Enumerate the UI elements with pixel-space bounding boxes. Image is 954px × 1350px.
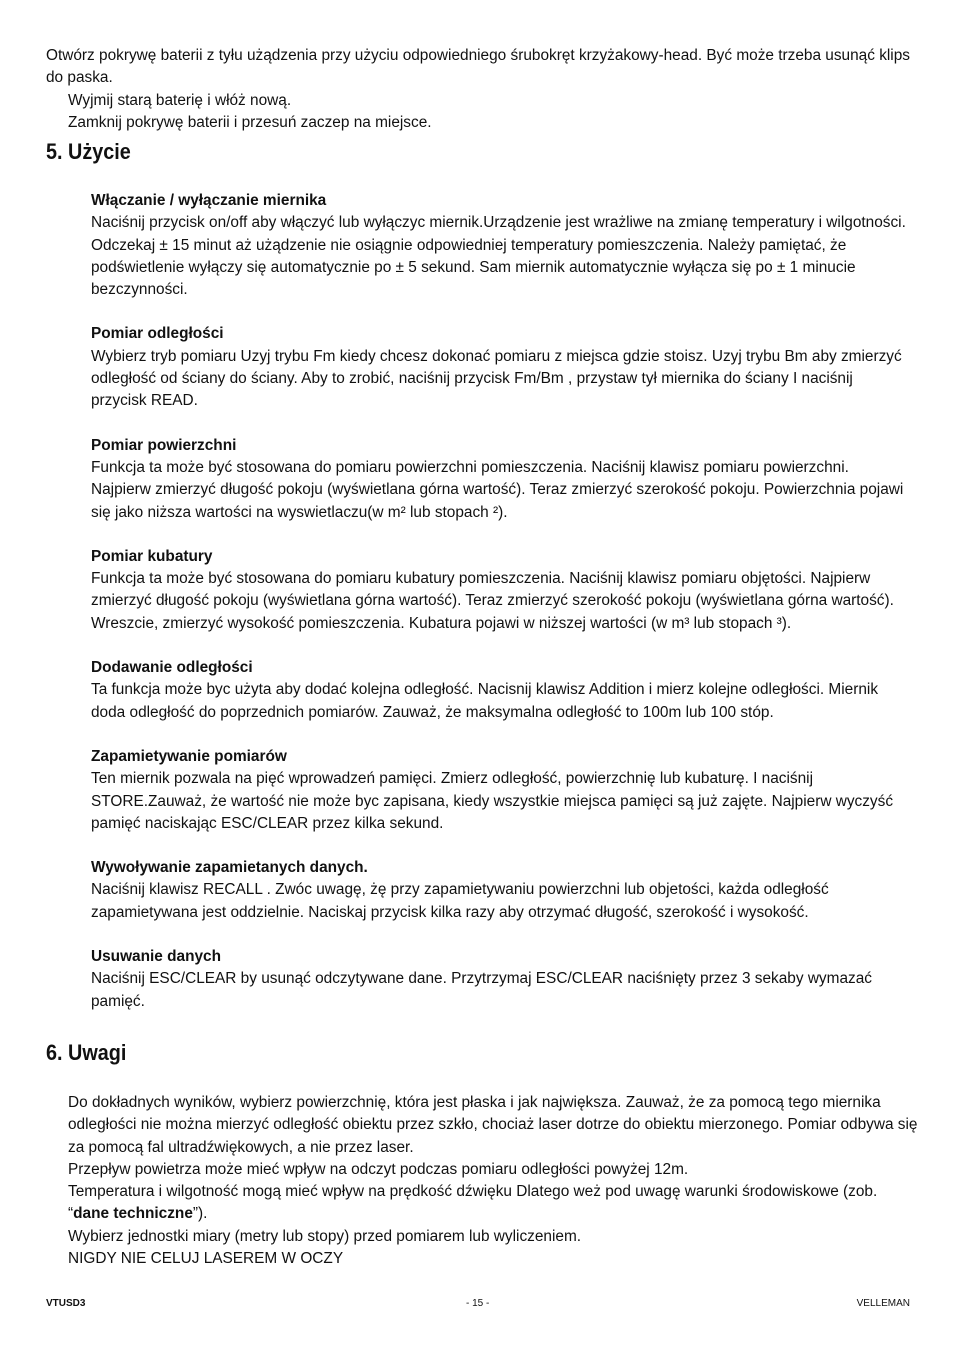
note-temperature — [68, 1181, 918, 1226]
usage-section-recall — [91, 857, 911, 924]
note-surface: Do dokładnych wyników, wybierz powierzchnię, która jest płaska i jak największa. Zauważ, że za pomocą tego miernika odległości nie można mierzyć odległość obiektu przez szkło, chociaż laser dotrze do obiektu mierzonego. Pomiar odbywa się za pomocą fal ultradźwiękowych, a nie przez laser. — [68, 1094, 918, 1156]
usage-section-power — [91, 190, 911, 301]
section-title: Pomiar kubatury — [91, 547, 213, 565]
footer-page-number: - 15 - — [466, 1298, 490, 1309]
battery-instructions — [46, 45, 916, 134]
battery-step-close-cover: Zamknij pokrywę baterii i przesuń zaczep na miejsce. — [68, 113, 432, 131]
battery-step-open-cover: Otwórz pokrywę baterii z tyłu użądzenia przy użyciu odpowiedniego śrubokręt krzyżakowy-head. Być może trzeba usunąć klips do paska. — [46, 47, 910, 87]
usage-section-area — [91, 435, 911, 524]
section-heading-notes: 6. Uwagi — [46, 1040, 127, 1065]
battery-step-replace: Wyjmij starą baterię i włóż nową. — [68, 91, 292, 109]
section-body: Funkcja ta może być stosowana do pomiaru kubatury pomieszczenia. Naciśnij klawisz pomiaru objętości. Najpierw zmierzyć długość pokoju (wyświetlana górna wartość). Teraz zmierzyć szerokość pokoju (wyświetlana górna wartość). Wreszcie, zmierzyć wysokość pomieszczenia. Kubatura pojawi w niższej wartości (w m³ lub stopach ³). — [91, 570, 894, 632]
section-body: Naciśnij przycisk on/off aby włączyć lub wyłączyc miernik.Urządzenie jest wrażliwe na zmianę temperatury i wilgotności. Odczekaj ± 15 minut aż użądzenie nie osiągnie odpowiedniej temperatury pomieszczenia. Należy pamiętać, że podświetlenie wyłączy się automatycznie po ± 5 sekund. Sam miernik automatycznie wyłącza się po ± 1 minucie bezczynności. — [91, 214, 906, 299]
usage-section-store — [91, 746, 911, 835]
section-title: Dodawanie odległości — [91, 659, 253, 677]
section-body: Naciśnij ESC/CLEAR by usunąć odczytywane dane. Przytrzymaj ESC/CLEAR naciśnięty przez 3 sekaby wymazać pamięć. — [91, 970, 872, 1010]
notes-section — [68, 1092, 918, 1270]
usage-section-addition — [91, 657, 911, 724]
section-body: Wybierz tryb pomiaru Uzyj trybu Fm kiedy chcesz dokonać pomiaru z miejsca gdzie stoisz. Uzyj trybu Bm aby zmierzyć odległość od ściany do ściany. Aby to zrobić, naciśnij przycisk Fm/Bm , przystaw tył miernika do ściany I naciśnij przycisk READ. — [91, 347, 902, 410]
usage-section-volume — [91, 546, 911, 635]
section-body: Ta funkcja może byc użyta aby dodać kolejna odległość. Nacisnij klawisz Addition i mierz kolejne odległości. Miernik doda odległość do poprzednich pomiarów. Zauważ, że maksymalna odległość to 100m lub 100 stóp. — [91, 681, 879, 721]
footer-model: VTUSD3 — [46, 1298, 86, 1309]
section-title: Pomiar powierzchni — [91, 436, 237, 454]
note-laser-warning: NIGDY NIE CELUJ LASEREM W OCZY — [68, 1250, 344, 1268]
section-title: Wywoływanie zapamietanych danych. — [91, 859, 368, 877]
section-title: Usuwanie danych — [91, 948, 222, 966]
usage-section-clear — [91, 946, 911, 1013]
footer-brand: VELLEMAN — [856, 1298, 910, 1309]
section-title: Zapamietywanie pomiarów — [91, 747, 287, 765]
section-title: Pomiar odległości — [91, 325, 224, 343]
usage-section-distance — [91, 323, 911, 412]
note-airflow: Przepływ powietrza może mieć wpływ na odczyt podczas pomiaru odległości powyżej 12m. — [68, 1160, 689, 1178]
note-technical-data-ref: dane techniczne — [73, 1205, 193, 1223]
section-heading-usage: 5. Użycie — [46, 139, 131, 164]
section-body: Ten miernik pozwala na pięć wprowadzeń pamięci. Zmierz odległość, powierzchnię lub kubaturę. I naciśnij STORE.Zauważ, że wartość nie może byc zapisana, kiedy wszystkie miejsca pamięci są już zajęte. Najpierw wyczyść pamięć naciskając ESC/CLEAR przez kilka sekund. — [91, 770, 894, 832]
note-temperature-end: ”). — [192, 1205, 208, 1223]
note-temperature-text: Temperatura i wilgotność mogą mieć wpływ na prędkość dźwięku Dlatego weż pod uwagę warunki środowiskowe (zob. “ — [68, 1183, 878, 1223]
note-units: Wybierz jednostki miary (metry lub stopy) przed pomiarem lub wyliczeniem. — [68, 1227, 582, 1245]
section-body: Funkcja ta może być stosowana do pomiaru powierzchni pomieszczenia. Naciśnij klawisz pomiaru powierzchni. Najpierw zmierzyć długość pokoju (wyświetlana górna wartość). Teraz zmierzyć szerokość pokoju. Powierzchnia pojawi się jako niższa wartości na wyswietlaczu(w m² lub stopach ²). — [91, 458, 904, 521]
usage-sections — [91, 190, 911, 1035]
section-title: Włączanie / wyłączanie miernika — [91, 192, 327, 209]
section-body: Naciśnij klawisz RECALL . Zwóc uwagę, żę przy zapamietywaniu powierzchni lub objetości, każda odległość zapamietywana jest oddzielnie. Naciskaj przycisk kilka razy aby otrzymać długość, szerokość i wysokość. — [91, 881, 829, 921]
